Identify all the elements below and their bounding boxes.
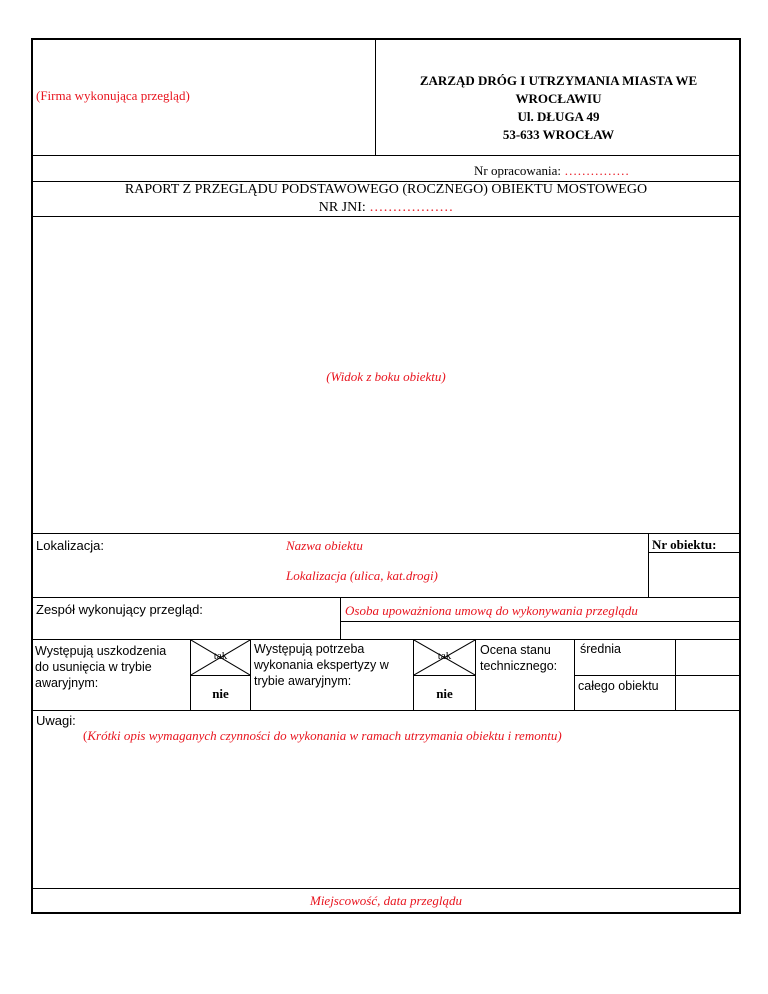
authority-name-line2: WROCŁAWIU [515,91,602,106]
technical-rating-line1: Ocena stanu [480,643,551,657]
average-rating-field[interactable] [676,640,739,675]
authority-street: Ul. DŁUGA 49 [517,109,600,124]
object-name: Nazwa obiektu [286,538,363,553]
technical-rating-label [480,642,557,674]
expertise-yes-checkbox[interactable] [414,640,475,675]
technical-rating-line2: technicznego: [480,659,558,673]
object-location: Lokalizacja (ulica, kat.drogi) [286,568,438,583]
notes-open-paren: ( [83,728,88,743]
damage-yes-checkbox[interactable] [191,640,250,675]
damage-no-option[interactable]: nie [212,686,229,701]
nr-opracowania-value: …………… [564,163,630,178]
whole-object-rating-label: całego obiektu [578,679,659,693]
jni-value: ……………… [369,200,454,215]
authority-address [376,72,741,144]
nr-opracowania [474,163,629,179]
emergency-expertise-question [254,641,389,689]
firm-placeholder: (Firma wykonująca przegląd) [36,88,190,103]
jni-label: NR JNI: [318,200,366,215]
report-title: RAPORT Z PRZEGLĄDU PODSTAWOWEGO (ROCZNEGO) OBIEKTU MOSTOWEGO [124,182,648,197]
nr-opracowania-label: Nr opracowania: [474,163,561,178]
emergency-expertise-line3: trybie awaryjnym: [254,674,352,688]
object-number-label: Nr obiektu: [652,537,717,552]
emergency-damage-line3: awaryjnym: [35,676,99,690]
emergency-expertise-line1: Występują potrzeba [254,642,365,656]
expertise-yes-label: tak [437,650,452,662]
damage-yes-label: tak [213,650,228,662]
notes-description [83,728,562,744]
emergency-damage-line2: do usunięcia w trybie [35,660,152,674]
location-label: Lokalizacja: [36,538,104,553]
emergency-damage-question [35,643,166,691]
place-and-date: Miejscowość, data przeglądu [309,893,462,908]
authority-name-line1: ZARZĄD DRÓG I UTRZYMANIA MIASTA WE [419,73,698,88]
notes-label: Uwagi: [36,713,76,728]
emergency-expertise-line2: wykonania ekspertyzy w [254,658,389,672]
authority-postcode-city: 53-633 WROCŁAW [502,127,615,142]
average-rating-label: średnia [580,642,621,656]
team-label: Zespół wykonujący przegląd: [36,602,203,617]
side-view-photo-placeholder: (Widok z boku obiektu) [326,369,446,384]
emergency-damage-line1: Występują uszkodzenia [35,644,167,658]
whole-object-rating-field[interactable] [676,676,739,710]
expertise-no-option[interactable]: nie [436,686,453,701]
authorized-person: Osoba upoważniona umową do wykonywania przeglądu [345,603,638,618]
jni-number [33,199,739,216]
notes-description-text: Krótki opis wymaganych czynności do wykonania w ramach utrzymania obiektu i remontu) [87,728,562,743]
